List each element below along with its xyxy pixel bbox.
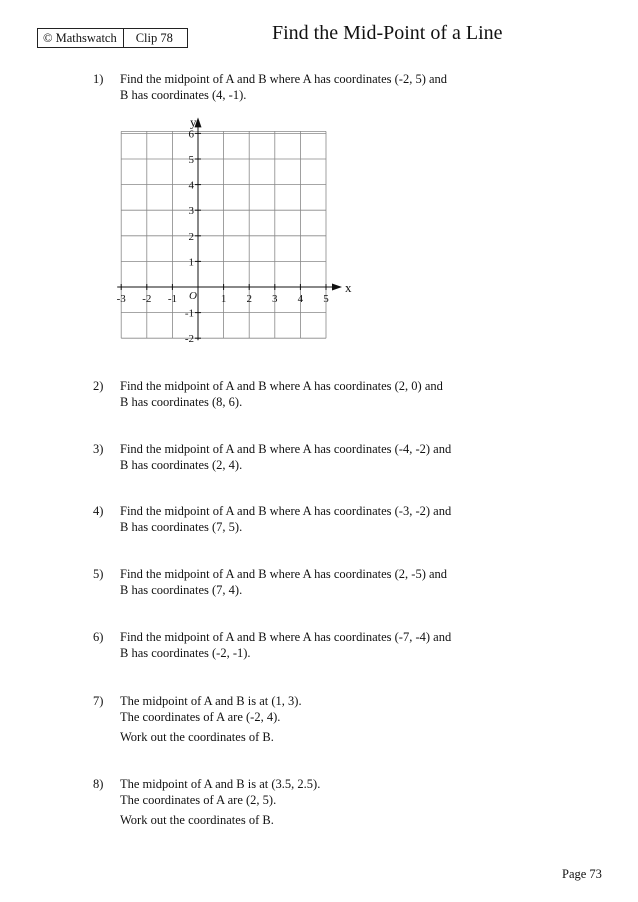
page-title: Find the Mid-Point of a Line: [272, 22, 503, 44]
question-text: The coordinates of A are (-2, 4).: [120, 710, 281, 724]
tick-labels: [117, 114, 352, 345]
question-text: The midpoint of A and B is at (3.5, 2.5).: [120, 777, 321, 791]
question-text: Find the midpoint of A and B where A has coordinates (2, -5) and: [120, 567, 448, 581]
y-axis-label: y: [190, 114, 197, 130]
page-number: Page 73: [562, 867, 602, 881]
y-tick-label: 3: [188, 205, 194, 218]
question-text: Find the midpoint of A and B where A has coordinates (-4, -2) and: [120, 442, 452, 456]
question-text: B has coordinates (7, 4).: [120, 583, 243, 597]
origin-label: O: [189, 290, 197, 302]
x-tick-label: -3: [116, 293, 126, 305]
question-number: 8): [93, 777, 104, 791]
question-text: B has coordinates (2, 4).: [120, 458, 243, 472]
question-text: The coordinates of A are (2, 5).: [120, 793, 277, 807]
question-number: 6): [93, 630, 104, 644]
x-tick-label: 4: [297, 293, 304, 305]
x-tick-label: 1: [220, 293, 227, 305]
question-number: 5): [93, 567, 104, 581]
axes: [117, 117, 342, 340]
question-text: B has coordinates (8, 6).: [120, 395, 243, 409]
question-text: B has coordinates (-2, -1).: [120, 646, 251, 660]
y-tick-label: 2: [188, 230, 194, 243]
question-text: Find the midpoint of A and B where A has coordinates (2, 0) and: [120, 379, 443, 393]
question-number: 2): [93, 379, 104, 393]
question-text: The midpoint of A and B is at (1, 3).: [120, 694, 302, 708]
question-number: 1): [93, 72, 104, 86]
copyright-label: © Mathswatch: [43, 31, 117, 45]
y-tick-label: -2: [184, 333, 194, 346]
question-text: Find the midpoint of A and B where A has coordinates (-7, -4) and: [120, 630, 452, 644]
grid-lines: [121, 131, 326, 338]
question-text: B has coordinates (4, -1).: [120, 88, 247, 102]
x-tick-label: 2: [246, 293, 252, 305]
question-number: 7): [93, 694, 104, 708]
x-tick-label: 5: [323, 293, 329, 305]
question-number: 4): [93, 504, 104, 518]
question-text: Find the midpoint of A and B where A has coordinates (-3, -2) and: [120, 504, 452, 518]
question-text: B has coordinates (7, 5).: [120, 520, 243, 534]
x-tick-label: -2: [142, 293, 152, 305]
question-text: Work out the coordinates of B.: [120, 730, 274, 744]
y-tick-label: 1: [188, 256, 194, 269]
x-axis-arrow: [332, 284, 342, 291]
y-tick-label: 5: [188, 154, 194, 166]
y-tick-label: 4: [188, 179, 194, 192]
question-text: Work out the coordinates of B.: [120, 813, 274, 827]
y-tick-label: 6: [188, 128, 194, 141]
header-box: [37, 28, 188, 48]
x-axis-label: x: [345, 280, 352, 295]
y-tick-label: -1: [184, 307, 194, 320]
coordinate-grid: [105, 105, 365, 355]
clip-label: Clip 78: [123, 29, 187, 47]
question-text: Find the midpoint of A and B where A has coordinates (-2, 5) and: [120, 72, 448, 86]
x-tick-label: -1: [167, 293, 177, 305]
question-number: 3): [93, 442, 104, 456]
x-tick-label: 3: [272, 293, 278, 305]
